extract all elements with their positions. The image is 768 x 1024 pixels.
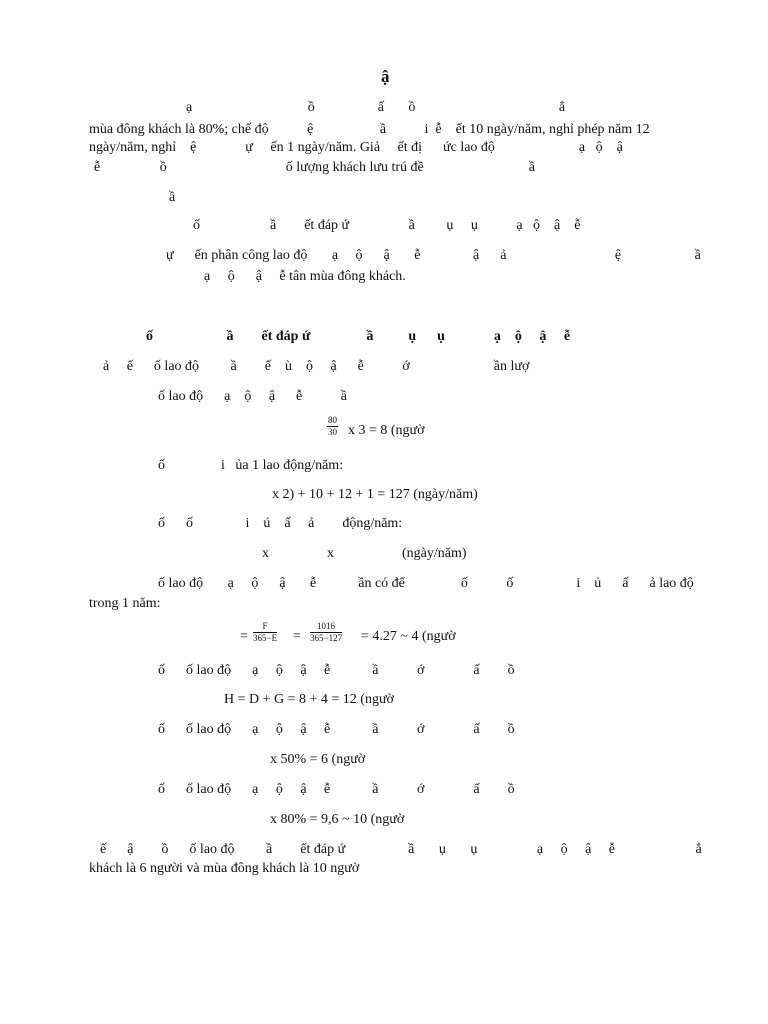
body-line-8: trong 1 năm:	[89, 596, 161, 611]
intro-line-7: ự ến phân công lao độ ạ ộ ậ ễ ậ ả ệ ầ	[166, 248, 701, 263]
intro-line-1: ạ ồ ấ ồ ắ	[186, 100, 566, 115]
body-line-5: ố ố i ú ấ ả động/năm:	[158, 516, 403, 531]
formula-3-x2: x	[327, 546, 334, 561]
body-line-3: ố i ủa 1 lao động/năm:	[158, 458, 344, 473]
intro-line-4: ễ ồ ố lượng khách lưu trú đề ầ	[94, 160, 535, 175]
fraction-1016-over-238	[310, 622, 342, 643]
intro-line-3: ngày/năm, nghỉ ệ ự ến 1 ngày/năm. Giả ết đị ức lao độ ạ ộ ậ	[89, 140, 623, 155]
conclusion-line-1: ế ậ ồ ố lao độ ầ ết đáp ứ ầ ụ ụ ạ ộ ậ ễ ắ	[100, 842, 702, 857]
formula-2: x 2) + 10 + 12 + 1 = 127 (ngày/năm)	[272, 487, 478, 502]
body-line-9: ố ố lao độ ạ ộ ậ ễ ầ ớ ấ ồ	[158, 663, 515, 678]
fraction-numerator: 1016	[310, 622, 342, 633]
fraction-f-over-365-e	[253, 622, 277, 643]
page-title: ậ	[381, 67, 390, 86]
body-line-13: ố ố lao độ ạ ộ ậ ễ ầ ớ ấ ồ	[158, 782, 515, 797]
fraction-80-30	[327, 416, 338, 437]
fraction-numerator: 80	[328, 415, 337, 425]
fraction-numerator: F	[253, 622, 277, 633]
formula-4-equals-2: =	[293, 629, 301, 644]
intro-line-2: mùa đông khách là 80%; chế độ ệ ầ i ễ ết 10 ngày/năm, nghỉ phép năm 12	[89, 122, 650, 137]
fraction-denominator: 30	[328, 427, 337, 437]
section-heading: ố ầ ết đáp ứ ầ ụ ụ ạ ộ ậ ễ	[146, 329, 571, 344]
body-line-7: ố lao độ ạ ộ ậ ễ ần có để ố ố i ủ ấ ả lao độ	[158, 576, 694, 591]
formula-5: H = D + G = 8 + 4 = 12 (ngườ	[224, 692, 394, 707]
formula-7: x 80% = 9,6 ~ 10 (ngườ	[270, 812, 405, 827]
fraction-denominator: 365−127	[310, 633, 343, 643]
body-line-2: ố lao độ ạ ộ ậ ễ ầ	[158, 389, 347, 404]
formula-3-x1: x	[262, 546, 269, 561]
formula-3-unit: (ngày/năm)	[402, 546, 467, 561]
formula-6: x 50% = 6 (ngườ	[270, 752, 366, 767]
formula-1-result: x 3 = 8 (ngườ	[348, 423, 425, 438]
formula-4-result: = 4.27 ~ 4 (ngườ	[361, 629, 456, 644]
intro-line-6: ố ầ ết đáp ứ ầ ụ ụ ạ ộ ậ ễ	[193, 218, 581, 233]
conclusion-line-2: khách là 6 người và mùa đông khách là 10 ngườ	[89, 861, 360, 876]
formula-4-equals: =	[240, 629, 248, 644]
body-line-11: ố ố lao độ ạ ộ ậ ễ ầ ớ ấ ồ	[158, 722, 515, 737]
fraction-denominator: 365−E	[253, 633, 278, 643]
body-line-1: ả ế ố lao độ ầ ế ù ộ ậ ễ ớ ần lượ	[103, 359, 530, 374]
intro-line-5: ầ	[169, 190, 176, 205]
intro-line-8: ạ ộ ậ ễ tân mùa đông khách.	[204, 269, 406, 284]
